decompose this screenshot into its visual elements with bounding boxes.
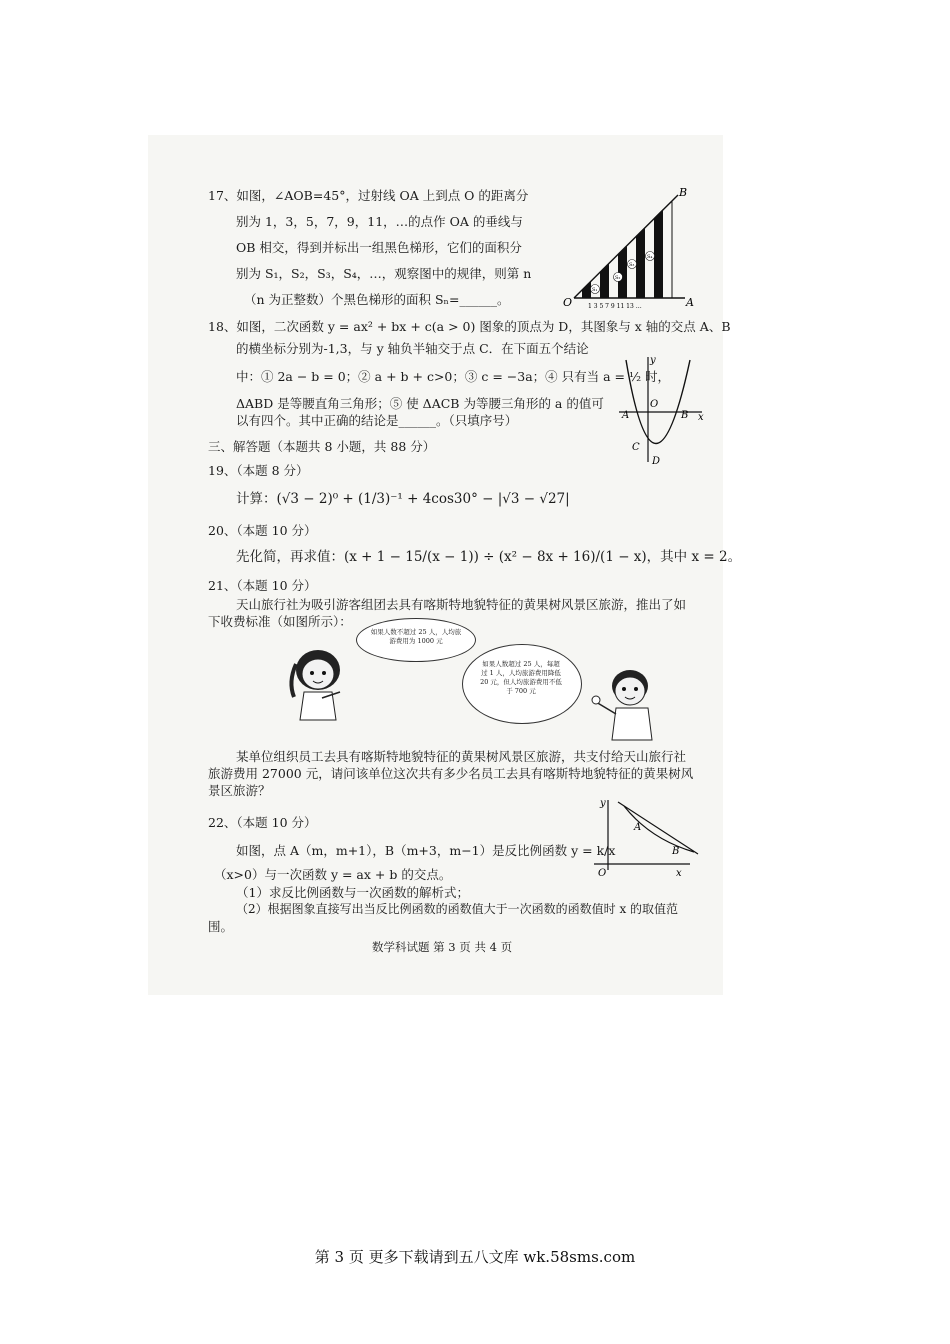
q22-heading: 22、（本题 10 分） [208,815,317,830]
q18-figure [614,352,709,467]
q22-line1: 如图，点 A（m，m+1），B（m+3，m−1）是反比例函数 y = k/x [236,843,616,858]
q17-line1: 17、如图，∠AOB=45°，过射线 OA 上到点 O 的距离分 [208,188,529,203]
speech-bubble-2-text: 如果人数超过 25 人，每超过 1 人，人均旅游费用降低 20 元，但人均旅游费用不低于 700 元 [480,660,562,695]
boy-illustration [590,662,662,742]
q22-label-b: B [672,846,680,857]
q18-label-o: O [650,399,659,410]
q18-line4: ΔABD 是等腰直角三角形；⑤ 使 ΔACB 为等腰三角形的 a 的值可 [236,396,604,411]
bottom-footer: 第 3 页 更多下载请到五八文库 wk.58sms.com [314,1248,636,1266]
girl-illustration [282,642,356,722]
q20-heading: 20、（本题 10 分） [208,523,317,538]
q21-line1: 天山旅行社为吸引游客组团去具有喀斯特地貌特征的黄果树风景区旅游，推出了如 [236,597,687,612]
q22-line2: （x>0）与一次函数 y = ax + b 的交点。 [214,867,452,882]
q17-line5: （n 为正整数）个黑色梯形的面积 Sₙ=______。 [244,292,510,307]
q20-expression: 先化简，再求值：(x + 1 − 15/(x − 1)) ÷ (x² − 8x + 16)/(1 − x)，其中 x = 2。 [236,549,742,565]
speech-bubble-1-text: 如果人数不超过 25 人，人均旅游费用为 1000 元 [370,628,462,645]
q22-label-y: y [600,798,606,809]
q17-line4: 别为 S₁，S₂，S₃，S₄，…，观察图中的规律，则第 n [236,266,532,281]
q21-line5: 景区旅游？ [208,783,271,798]
q22-label-o: O [598,868,607,879]
q17-ticks: 1 3 5 7 9 11 13 … [588,303,642,310]
q17-label-s2: S₂ [615,275,621,281]
q17-figure [560,185,700,310]
q22-label-x: x [676,868,682,879]
q17-label-b: B [679,186,688,199]
q17-label-a: A [686,296,694,309]
q21-line3: 某单位组织员工去具有喀斯特地貌特征的黄果树风景区旅游，共支付给天山旅行社 [236,749,687,764]
q18-label-d: D [652,456,661,467]
q21-heading: 21、（本题 10 分） [208,578,317,593]
q18-line5: 以有四个。其中正确的结论是______。（只填序号） [236,413,518,428]
q19-heading: 19、（本题 8 分） [208,463,309,478]
q18-label-b: B [681,410,689,421]
q17-label-s4: S₄ [647,254,653,260]
q18-line1: 18、如图，二次函数 y = ax² + bx + c(a > 0) 图象的顶点为 D，其图象与 x 轴的交点 A、B [208,319,731,334]
q21-line2: 下收费标准（如图所示）： [208,614,352,629]
q22-line4: （2）根据图象直接写出当反比例函数的函数值大于一次函数的函数值时 x 的取值范 [236,902,679,916]
q18-line2: 的横坐标分别为-1,3，与 y 轴负半轴交于点 C．在下面五个结论 [236,341,589,356]
q22-figure [590,794,705,884]
q19-expression: 计算：(√3 − 2)⁰ + (1/3)⁻¹ + 4cos30° − |√3 − √27| [236,491,570,507]
q18-label-c: C [632,442,640,453]
q17-line3: OB 相交，得到并标出一组黑色梯形，它们的面积分 [236,240,522,255]
section-heading: 三、解答题（本题共 8 小题，共 88 分） [208,439,436,454]
q21-line4: 旅游费用 27000 元，请问该单位这次共有多少名员工去具有喀斯特地貌特征的黄果树风 [208,766,694,781]
q17-label-o: O [563,296,573,309]
q18-line3: 中：① 2a − b = 0；② a + b + c>0；③ c = −3a；④ 只有当 a = ½ 时， [236,369,671,384]
q22-line5: 围。 [208,919,234,934]
q22-label-a: A [634,822,642,833]
page-footer: 数学科试题 第 3 页 共 4 页 [372,940,513,954]
q17-label-s3: S₃ [629,262,635,268]
q18-label-x: x [698,412,704,423]
q18-label-y: y [650,355,656,366]
q18-label-a: A [622,410,630,421]
q17-label-s1: S₁ [592,287,598,293]
q17-line2: 别为 1，3，5，7，9，11，…的点作 OA 的垂线与 [236,214,523,229]
q22-line3: （1）求反比例函数与一次函数的解析式； [236,885,469,900]
